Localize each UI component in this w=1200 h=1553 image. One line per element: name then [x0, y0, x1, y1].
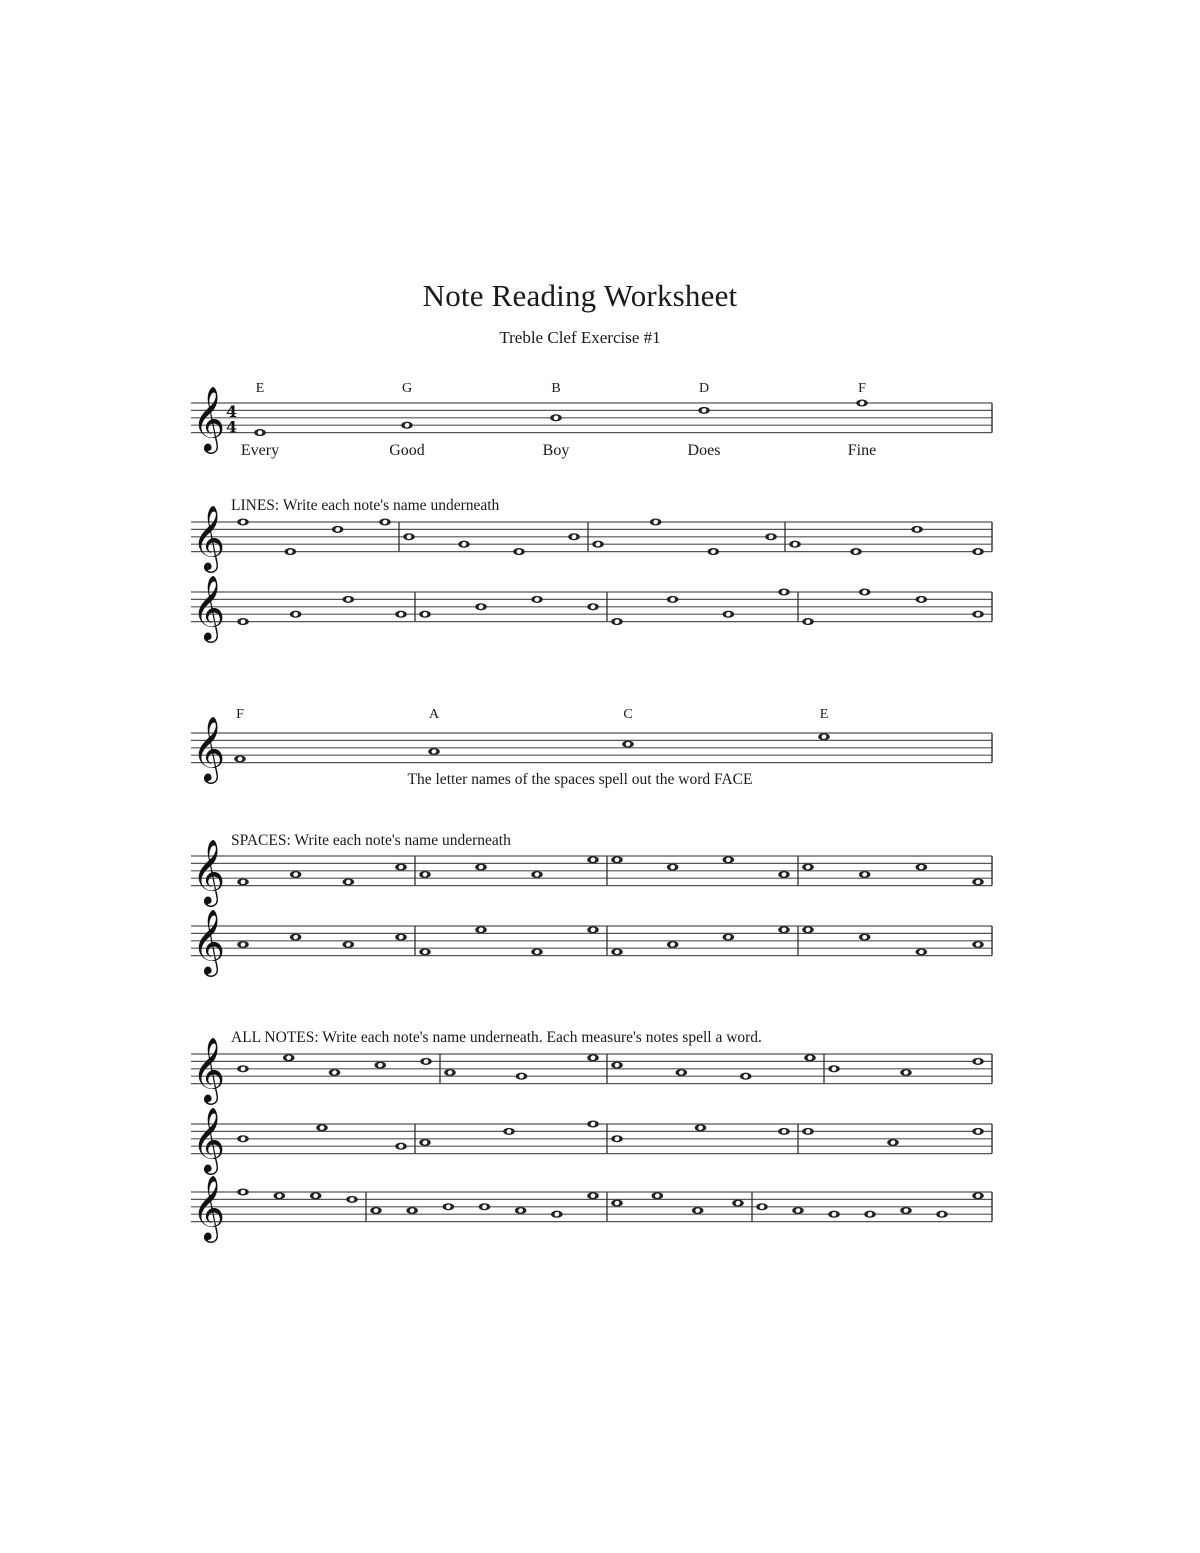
whole-note	[395, 1143, 407, 1150]
face-letter-f: F	[236, 707, 244, 722]
spaces-instruction: SPACES: Write each note's name underneath	[231, 832, 511, 849]
whole-note	[419, 1139, 431, 1146]
whole-note	[401, 422, 413, 429]
whole-note	[972, 1128, 984, 1135]
whole-note	[695, 1124, 707, 1131]
whole-note	[592, 541, 604, 548]
whole-note	[475, 864, 487, 871]
whole-note	[419, 948, 431, 955]
whole-note	[370, 1207, 382, 1214]
whole-note	[859, 871, 871, 878]
whole-note	[346, 1196, 358, 1203]
whole-note	[778, 588, 790, 595]
whole-note	[802, 926, 814, 933]
whole-note	[792, 1207, 804, 1214]
whole-note	[802, 864, 814, 871]
whole-note	[676, 1069, 688, 1076]
whole-note	[667, 864, 679, 871]
whole-note	[723, 611, 735, 618]
whole-note	[237, 618, 249, 625]
whole-note	[972, 1058, 984, 1065]
demo-letter-d: D	[698, 381, 710, 396]
face-letter-e: E	[819, 707, 829, 722]
whole-note	[395, 611, 407, 618]
whole-note	[900, 1069, 912, 1076]
lines-instruction: LINES: Write each note's name underneath	[231, 497, 500, 514]
whole-note	[419, 611, 431, 618]
whole-note	[916, 596, 928, 603]
whole-note	[778, 1128, 790, 1135]
whole-note	[343, 941, 355, 948]
treble-clef-icon: 𝄞	[192, 575, 226, 641]
whole-note	[531, 871, 543, 878]
treble-clef-icon: 𝄞	[192, 1175, 226, 1241]
whole-note	[329, 1069, 341, 1076]
whole-note	[237, 878, 249, 885]
whole-note	[789, 541, 801, 548]
whole-note	[515, 1207, 527, 1214]
whole-note	[828, 1065, 840, 1072]
whole-note	[374, 1062, 386, 1069]
treble-clef-icon: 𝄞	[192, 1107, 226, 1173]
demo-letter-f: F	[858, 381, 866, 396]
whole-note	[587, 926, 599, 933]
whole-note	[568, 533, 580, 540]
whole-note	[310, 1192, 322, 1199]
whole-note	[237, 1065, 249, 1072]
whole-note	[611, 1135, 623, 1142]
whole-note	[428, 748, 440, 755]
whole-note	[290, 934, 302, 941]
whole-note	[444, 1069, 456, 1076]
whole-note	[802, 1128, 814, 1135]
whole-note	[283, 1054, 295, 1061]
whole-note	[972, 878, 984, 885]
whole-note	[403, 533, 415, 540]
face-letter-c: C	[623, 707, 633, 722]
whole-note	[804, 1054, 816, 1061]
whole-note	[234, 755, 246, 762]
whole-note	[972, 548, 984, 555]
whole-note	[475, 603, 487, 610]
mnemonic-word-fine: Fine	[847, 442, 877, 459]
whole-note	[916, 864, 928, 871]
whole-note	[732, 1200, 744, 1207]
whole-note	[503, 1128, 515, 1135]
whole-note	[587, 1054, 599, 1061]
whole-note	[916, 948, 928, 955]
whole-note	[551, 1211, 563, 1218]
whole-note	[611, 1200, 623, 1207]
whole-note	[740, 1073, 752, 1080]
whole-note	[254, 429, 266, 436]
face-letter-a: A	[428, 707, 440, 722]
whole-note	[850, 548, 862, 555]
whole-note	[936, 1211, 948, 1218]
whole-note	[587, 1120, 599, 1127]
whole-note	[667, 596, 679, 603]
whole-note	[316, 1124, 328, 1131]
whole-note	[237, 1188, 249, 1195]
whole-note	[708, 548, 720, 555]
whole-note	[395, 864, 407, 871]
whole-note	[611, 1062, 623, 1069]
whole-note	[972, 611, 984, 618]
whole-note	[550, 414, 562, 421]
whole-note	[395, 934, 407, 941]
whole-note	[667, 941, 679, 948]
whole-note	[406, 1207, 418, 1214]
whole-note	[911, 526, 923, 533]
whole-note	[828, 1211, 840, 1218]
mnemonic-word-does: Does	[687, 442, 721, 459]
whole-note	[802, 618, 814, 625]
whole-note	[443, 1203, 455, 1210]
whole-note	[859, 588, 871, 595]
whole-note	[531, 596, 543, 603]
treble-clef-icon: 𝄞	[192, 386, 226, 452]
whole-note	[475, 926, 487, 933]
whole-note	[887, 1139, 899, 1146]
whole-note	[420, 1058, 432, 1065]
whole-note	[778, 926, 790, 933]
whole-note	[622, 741, 634, 748]
all-notes-instruction: ALL NOTES: Write each note's name underneath. Each measure's notes spell a word.	[231, 1029, 762, 1046]
mnemonic-word-every: Every	[240, 442, 280, 459]
whole-note	[650, 518, 662, 525]
mnemonic-word-good: Good	[389, 442, 425, 459]
whole-note	[818, 733, 830, 740]
whole-note	[723, 856, 735, 863]
whole-note	[698, 407, 710, 414]
whole-note	[531, 948, 543, 955]
whole-note	[972, 1192, 984, 1199]
whole-note	[274, 1192, 286, 1199]
whole-note	[513, 548, 525, 555]
face-caption: The letter names of the spaces spell out the word FACE	[407, 771, 753, 788]
time-signature-bottom: 4	[226, 417, 238, 437]
whole-note	[343, 878, 355, 885]
treble-clef-icon: 𝄞	[192, 716, 226, 782]
whole-note	[343, 596, 355, 603]
treble-clef-icon: 𝄞	[192, 839, 226, 905]
time-signature-top: 4	[226, 401, 238, 421]
whole-note	[237, 941, 249, 948]
whole-note	[285, 548, 297, 555]
whole-note	[479, 1203, 491, 1210]
whole-note	[237, 518, 249, 525]
demo-letter-g: G	[401, 381, 413, 396]
whole-note	[516, 1073, 528, 1080]
whole-note	[611, 618, 623, 625]
whole-note	[587, 603, 599, 610]
whole-note	[856, 399, 868, 406]
whole-note	[864, 1211, 876, 1218]
whole-note	[972, 941, 984, 948]
whole-note	[723, 934, 735, 941]
mnemonic-word-boy: Boy	[542, 442, 570, 459]
whole-note	[290, 871, 302, 878]
treble-clef-icon: 𝄞	[192, 1037, 226, 1103]
whole-note	[778, 871, 790, 878]
whole-note	[458, 541, 470, 548]
whole-note	[419, 871, 431, 878]
treble-clef-icon: 𝄞	[192, 505, 226, 571]
demo-letter-b: B	[551, 381, 561, 396]
whole-note	[237, 1135, 249, 1142]
whole-note	[379, 518, 391, 525]
whole-note	[756, 1203, 768, 1210]
whole-note	[859, 934, 871, 941]
page-subtitle: Treble Clef Exercise #1	[499, 328, 661, 347]
whole-note	[332, 526, 344, 533]
whole-note	[587, 856, 599, 863]
whole-note	[587, 1192, 599, 1199]
whole-note	[652, 1192, 664, 1199]
demo-letter-e: E	[255, 381, 265, 396]
whole-note	[692, 1207, 704, 1214]
treble-clef-icon: 𝄞	[192, 909, 226, 975]
whole-note	[765, 533, 777, 540]
whole-note	[900, 1207, 912, 1214]
whole-note	[611, 948, 623, 955]
page-title: Note Reading Worksheet	[422, 278, 738, 313]
whole-note	[611, 856, 623, 863]
whole-note	[290, 611, 302, 618]
